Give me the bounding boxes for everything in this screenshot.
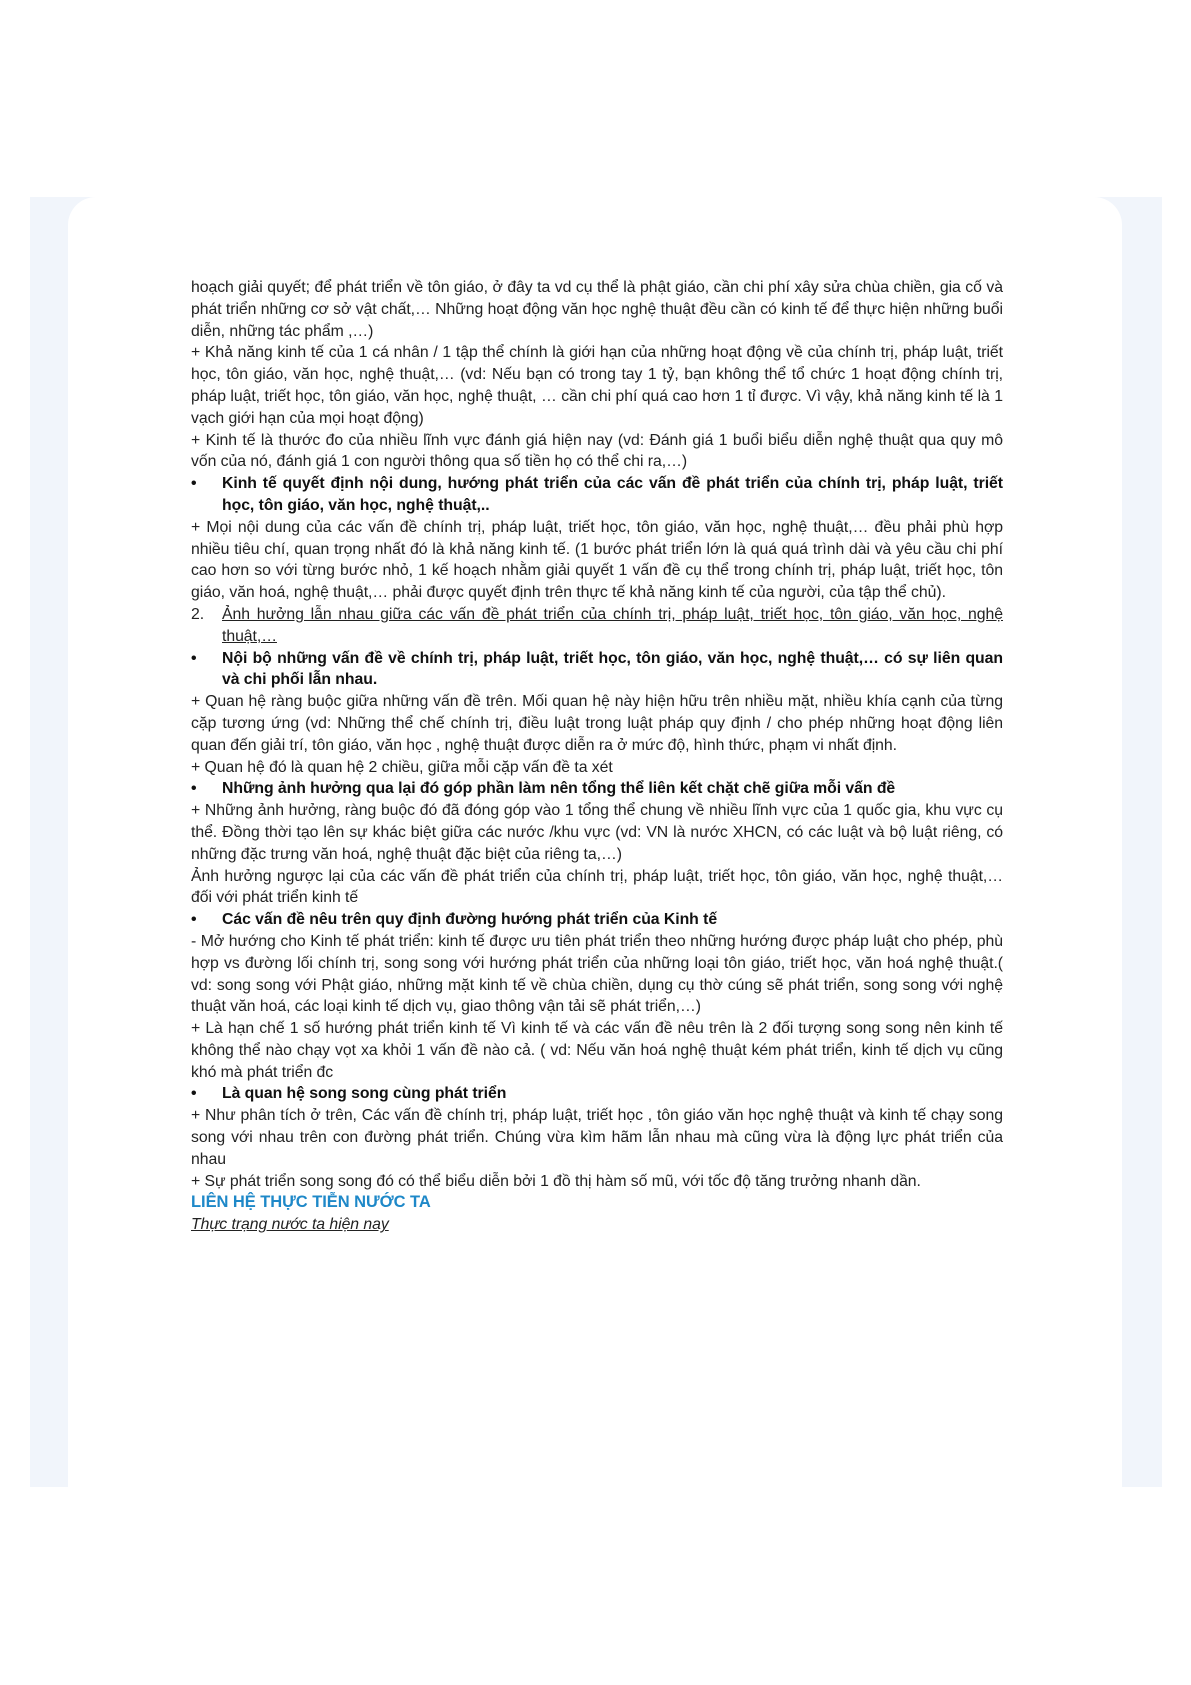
bullet-heading: • Những ảnh hưởng qua lại đó góp phần làm nên tổng thể liên kết chặt chẽ giữa mỗi vấn đề — [191, 778, 1003, 800]
section-title: LIÊN HỆ THỰC TIỄN NƯỚC TA — [191, 1193, 431, 1212]
paragraph: - Mở hướng cho Kinh tế phát triển: kinh tế được ưu tiên phát triển theo những hướng được pháp luật cho phép, phù hợp vs đường lối chính trị, song song với hướng phát triển của những loại tôn giáo, triết học, văn hoá nghệ thuật.( vd: song song với Phật giáo, những mặt kinh tế về chùa chiền, dụng cụ thờ cúng sẽ phát triển, song song với nghệ thuật văn hoá, các loại kinh tế dịch vụ, giao thông vận tải sẽ phát triển,…) — [191, 932, 1003, 1016]
list-number: 2. — [191, 605, 205, 623]
paragraph: + Là hạn chế 1 số hướng phát triển kinh tế Vì kinh tế và các vấn đề nêu trên là 2 đối tượng song song nên kinh tế không thể nào chạy vọt xa khỏi 1 vấn đề nào cả. ( vd: Nếu văn hoá nghệ thuật kém phát triển, kinh tế dịch vụ cũng khó mà phát triển đc — [191, 1020, 1003, 1081]
numbered-heading-text: Ảnh hưởng lẫn nhau giữa các vấn đề phát triển của chính trị, pháp luật, triết học, tôn giáo, văn học, nghệ thuật,… — [222, 605, 1003, 645]
paragraph: + Kinh tế là thước đo của nhiều lĩnh vực đánh giá hiện nay (vd: Đánh giá 1 buổi biểu diễn nghệ thuật qua quy mô vốn của nó, đánh giá 1 con người thông qua số tiền họ có thể chi ra,…) — [191, 431, 1003, 471]
subsection-title: Thực trạng nước ta hiện nay — [191, 1216, 389, 1234]
bullet-heading: • Nội bộ những vấn đề về chính trị, pháp luật, triết học, tôn giáo, văn học, nghệ thuật,… có sự liên quan và chi phối lẫn nhau. — [191, 648, 1003, 692]
paragraph: + Khả năng kinh tế của 1 cá nhân / 1 tập thể chính là giới hạn của những hoạt động về của chính trị, pháp luật, triết học, tôn giáo, văn học, nghệ thuật,… (vd: Nếu bạn có trong tay 1 tỷ, bạn không thể tổ chức 1 hoạt động chính trị, pháp luật, triết học, tôn giáo, văn học, nghệ thuật, … cần chi phí quá cao hơn 1 tỉ được. Vì vậy, khả năng kinh tế là 1 vạch giới hạn của mọi hoạt động) — [191, 344, 1003, 427]
paragraph: + Như phân tích ở trên, Các vấn đề chính trị, pháp luật, triết học , tôn giáo văn học nghệ thuật và kinh tế chạy song song với nhau trên con đường phát triển. Chúng vừa kìm hãm lẫn nhau mà cũng vừa là động lực phát triển của nhau — [191, 1107, 1003, 1168]
paragraph: + Mọi nội dung của các vấn đề chính trị, pháp luật, triết học, tôn giáo, văn học, nghệ thuật,… đều phải phù hợp nhiều tiêu chí, quan trọng nhất đó là khả năng kinh tế. (1 bước phát triển lớn là quá quá trình dài và yêu cầu chi phí cao hơn so với từng bước nhỏ, 1 kế hoạch nhằm giải quyết 1 vấn đề cụ thể trong chính trị, pháp luật, triết học, tôn giáo, văn hoá, nghệ thuật,… phải được quyết định trên thực tế khả năng kinh tế của người, của tập thể chủ). — [191, 518, 1003, 602]
paragraph: + Quan hệ ràng buộc giữa những vấn đề trên. Mối quan hệ này hiện hữu trên nhiều mặt, nhiều khía cạnh của từng cặp tương ứng (vd: Những thể chế chính trị, điều luật trong luật pháp quy định / cho phép những hoạt động liên quan đến giải trí, tôn giáo, văn học , nghệ thuật được diễn ra ở mức độ, hình thức, phạm vi nhất định. — [191, 693, 1003, 754]
paragraph: + Những ảnh hưởng, ràng buộc đó đã đóng góp vào 1 tổng thể chung về nhiều lĩnh vực của 1 quốc gia, khu vực cụ thể. Đồng thời tạo lên sự khác biệt giữa các nước /khu vực (vd: VN là nước XHCN, có các luật và bộ luật riêng, có những đặc trưng văn hoá, nghệ thuật đặc biệt của riêng ta,…) — [191, 802, 1003, 863]
bullet-heading: • Các vấn đề nêu trên quy định đường hướng phát triển của Kinh tế — [191, 909, 1003, 931]
document-body — [191, 277, 1003, 1236]
paragraph: + Quan hệ đó là quan hệ 2 chiều, giữa mỗi cặp vấn đề ta xét — [191, 758, 613, 776]
paragraph: hoạch giải quyết; để phát triển về tôn giáo, ở đây ta vd cụ thể là phật giáo, cần chi phí xây sửa chùa chiền, gia cố và phát triển những cơ sở vật chất,… Những hoạt động văn học nghệ thuật đều cần có kinh tế để thực hiện những buổi diễn, những tác phẩm ,…) — [191, 279, 1003, 340]
numbered-heading — [191, 604, 1003, 648]
paragraph: Ảnh hưởng ngược lại của các vấn đề phát triển của chính trị, pháp luật, triết học, tôn giáo, văn học, nghệ thuật,… đối với phát triển kinh tế — [191, 867, 1003, 907]
bullet-heading: • Là quan hệ song song cùng phát triển — [191, 1083, 1003, 1105]
paragraph: + Sự phát triển song song đó có thể biểu diễn bởi 1 đồ thị hàm số mũ, với tốc độ tăng trưởng nhanh dần. — [191, 1172, 921, 1190]
bullet-heading: • Kinh tế quyết định nội dung, hướng phát triển của các vấn đề phát triển của chính trị, pháp luật, triết học, tôn giáo, văn học, nghệ thuật,.. — [191, 473, 1003, 517]
